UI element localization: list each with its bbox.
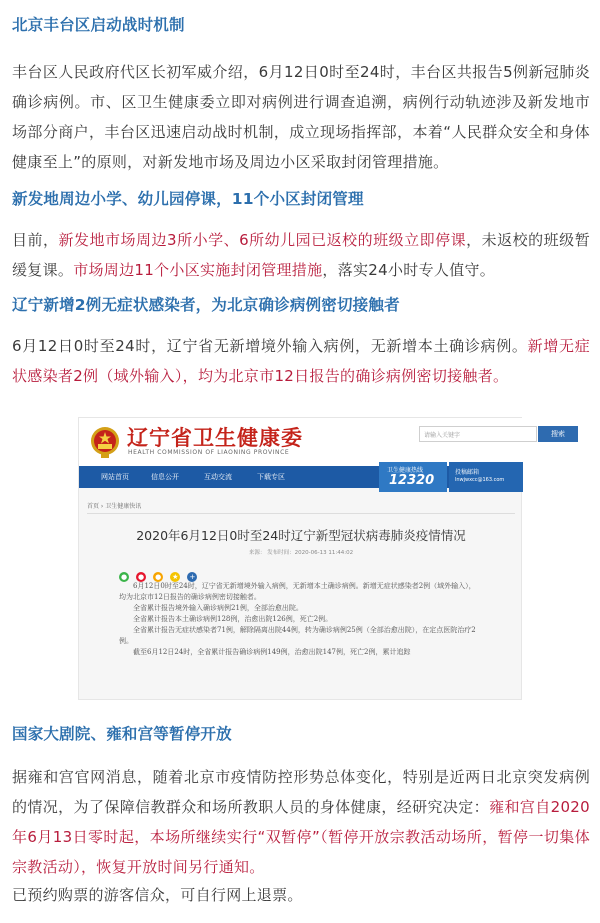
favorite-star-icon[interactable]: ★ — [172, 573, 179, 581]
heading-xinfadi: 新发地周边小学、幼儿园停课，11个小区封闭管理 — [12, 190, 364, 208]
article-paragraph: 截至6月12日24时，全省累计报告确诊病例149例，治愈出院147例，死亡2例，累计追踪 — [133, 648, 411, 656]
embedded-screenshot — [78, 417, 565, 700]
body-text: ，落实24小时专人值守。 — [322, 261, 496, 279]
article-paragraph: 全省累计报告本土确诊病例128例，治愈出院126例，死亡2例。 — [133, 615, 333, 623]
national-emblem-icon — [89, 425, 121, 459]
article-paragraph: 全省累计报告无症状感染者71例，解除隔离出院44例，转为确诊病例25例（全部治愈出院），在定点医院治疗2例。 — [119, 626, 476, 645]
paragraph-liaoning — [12, 331, 590, 391]
nav-download[interactable]: 下载专区 — [257, 473, 285, 481]
body-text: 目前， — [12, 231, 59, 249]
article-title: 2020年6月12日0时至24时辽宁新型冠状病毒肺炎疫情情况 — [136, 528, 466, 543]
closing-paragraph: 已预约购票的游客信众，可自行网上退票。 — [12, 886, 303, 904]
qzone-share-icon[interactable]: ● — [155, 573, 162, 581]
breadcrumb[interactable]: 首页 › 卫生健康快讯 — [87, 503, 142, 510]
hotline-label: 卫生健康热线 — [387, 467, 424, 474]
nav-interact[interactable]: 互动交流 — [204, 473, 232, 481]
share-icons — [119, 564, 199, 581]
nav-info[interactable]: 信息公开 — [151, 473, 179, 481]
body-text: ，未返校的班级暂缓复课。 — [12, 231, 590, 279]
body-text: 丰台区人民政府代区长初军威介绍，6月12日0时至24时，丰台区共报告5例新冠肺炎确诊病例。市、区卫生健康委立即对病例进行调查追溯，病例行动轨迹涉及新发地市场部分商户，丰台区迅速启动战时机制，成立现场指挥部，本着“人民群众安全和身体健康至上”的原则，对新发地市场及周边小区采取封闭管理措施。 — [12, 63, 590, 171]
body-text: 据雍和宫官网消息，随着北京市疫情防控形势总体变化，特别是近两日北京突发病例的情况，为了保障信教群众和场所教职人员的身体健康，经研究决定： — [12, 768, 590, 816]
heading-liaoning: 辽宁新增2例无症状感染者，为北京确诊病例密切接触者 — [12, 296, 400, 314]
paragraph-fengtai — [12, 57, 590, 177]
article-paragraph: 全省累计报告境外输入确诊病例21例，全部治愈出院。 — [133, 604, 303, 612]
highlighted-text: 新增无症状感染者2例（域外输入），均为北京市12日报告的确诊病例密切接触者。 — [12, 337, 591, 385]
hotline-box — [379, 462, 447, 492]
article-paragraph: 6月12日0时至24时，辽宁省无新增境外输入病例，无新增本土确诊病例。新增无症状感染者2例（域外输入），均为北京市12日报告的确诊病例密切接触者。 — [119, 582, 476, 601]
highlighted-text: 市场周边11个小区实施封闭管理措施 — [73, 261, 323, 279]
nav-home[interactable]: 网站首页 — [101, 473, 129, 481]
body-text: 6月12日0时至24时，辽宁省无新增境外输入病例，无新增本土确诊病例。 — [12, 337, 528, 355]
divider — [87, 513, 515, 514]
mailbox-box — [449, 462, 523, 492]
article-meta: 来源： 发布时间：2020-06-13 11:44:02 — [248, 550, 354, 556]
paragraph-yonghegong — [12, 762, 590, 882]
weibo-share-icon[interactable]: ● — [138, 573, 145, 581]
mailbox-email[interactable]: lnwjwxcc@163.com — [455, 477, 505, 483]
heading-yonghegong: 国家大剧院、雍和宫等暂停开放 — [12, 725, 232, 743]
site-title: 辽宁省卫生健康委 — [127, 426, 303, 450]
article-body — [119, 581, 479, 658]
search-button[interactable]: 搜索 — [538, 426, 578, 442]
site-subtitle: HEALTH COMMISSION OF LIAONING PROVINCE — [128, 449, 290, 456]
hotline-number: 12320 — [389, 473, 435, 488]
more-share-icon[interactable]: + — [187, 572, 197, 582]
search-input[interactable]: 请输入关键字 — [419, 426, 537, 442]
highlighted-text: 雍和宫自2020年6月13日零时起，本场所继续实行“双暂停”（暂停开放宗教活动场所，暂停一切集体宗教活动），恢复开放时间另行通知。 — [12, 798, 590, 876]
wechat-share-icon[interactable]: ● — [120, 573, 128, 581]
site-header — [79, 418, 565, 466]
highlighted-text: 新发地市场周边3所小学、6所幼儿园已返校的班级立即停课 — [58, 231, 467, 249]
mailbox-label: 投稿邮箱 — [455, 469, 480, 476]
paragraph-xinfadi — [12, 225, 590, 285]
heading-fengtai: 北京丰台区启动战时机制 — [12, 16, 185, 34]
